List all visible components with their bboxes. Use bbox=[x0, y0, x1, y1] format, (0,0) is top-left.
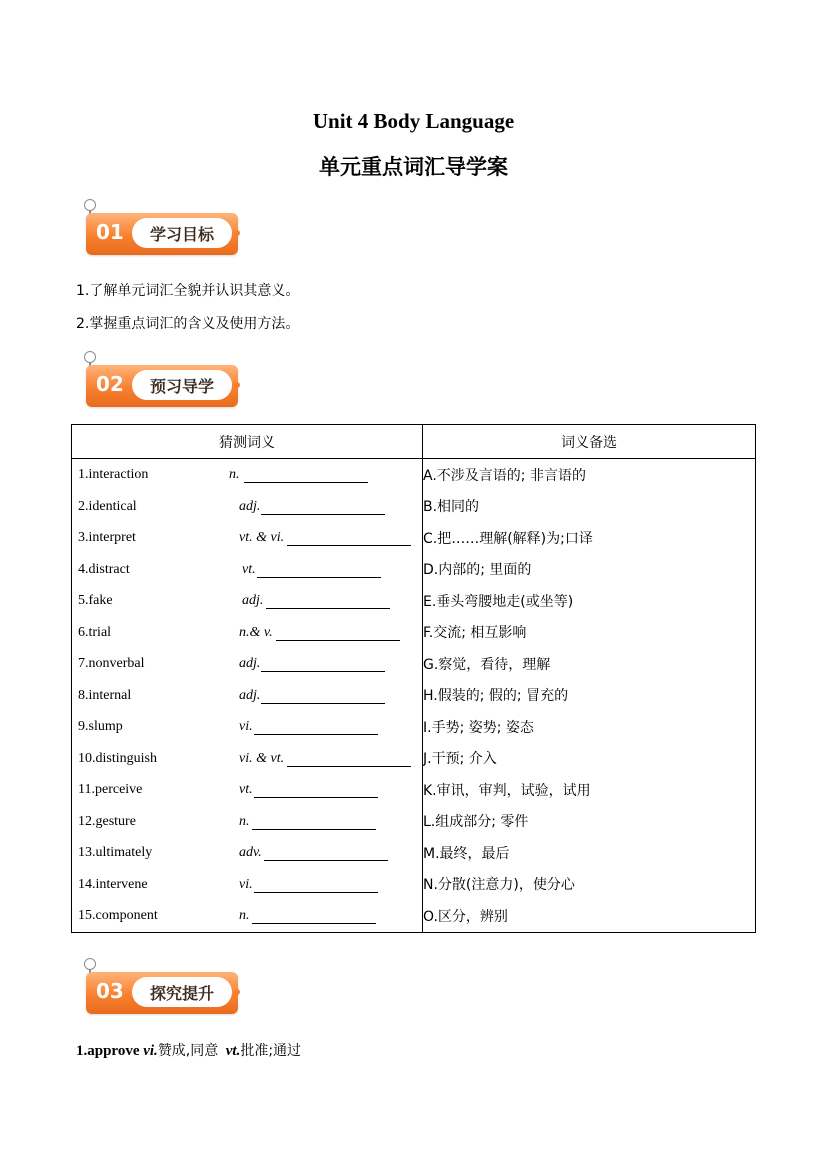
vocab-word: 12.gesture bbox=[78, 813, 136, 829]
vocab-word: 6.trial bbox=[78, 624, 112, 640]
column-header-options: 词义备选 bbox=[423, 425, 756, 459]
meaning-option: L.组成部分; 零件 bbox=[423, 806, 756, 838]
section-badge-explore bbox=[84, 958, 244, 1020]
part-of-speech: vi. & vt. bbox=[239, 750, 285, 766]
vocab-word: 3.interpret bbox=[78, 530, 136, 545]
meaning-option: F.交流; 相互影响 bbox=[423, 617, 756, 649]
goal-item: 2.掌握重点词汇的含义及使用方法。 bbox=[76, 316, 300, 332]
column-header-guess: 猜测词义 bbox=[72, 425, 423, 459]
table-row bbox=[72, 585, 756, 617]
answer-blank[interactable] bbox=[261, 703, 385, 704]
part-of-speech: n. bbox=[239, 908, 250, 923]
part-of-speech: adj. bbox=[239, 687, 261, 703]
meaning-option: G.察觉，看待，理解 bbox=[423, 648, 756, 680]
section-number: 03 bbox=[96, 979, 124, 1003]
answer-blank[interactable] bbox=[276, 640, 400, 641]
page-title: Unit 4 Body Language bbox=[312, 109, 515, 133]
vocab-word: 4.distract bbox=[78, 561, 130, 577]
point-meaning: 赞成,同意 bbox=[157, 1043, 219, 1059]
table-row bbox=[72, 806, 756, 838]
part-of-speech: adj. bbox=[242, 593, 264, 608]
answer-blank[interactable] bbox=[252, 923, 376, 924]
table-row bbox=[72, 459, 756, 491]
vocab-word: 5.fake bbox=[78, 593, 113, 608]
vocab-word: 8.internal bbox=[78, 687, 132, 703]
table-row bbox=[72, 554, 756, 586]
part-of-speech: vt. bbox=[239, 782, 253, 797]
answer-blank[interactable] bbox=[244, 482, 368, 483]
part-of-speech: adj. bbox=[239, 498, 261, 514]
section-label: 探究提升 bbox=[149, 984, 214, 1003]
point-headword: 1.approve bbox=[76, 1043, 140, 1059]
table-row bbox=[72, 617, 756, 649]
meaning-option: M.最终，最后 bbox=[423, 837, 756, 869]
meaning-option: K.审讯，审判，试验，试用 bbox=[423, 774, 756, 806]
goal-item: 1.了解单元词汇全貌并认识其意义。 bbox=[76, 283, 300, 299]
vocab-word: 15.component bbox=[78, 908, 158, 923]
answer-blank[interactable] bbox=[252, 829, 376, 830]
vocab-word: 9.slump bbox=[78, 719, 123, 734]
vocab-word: 7.nonverbal bbox=[78, 656, 145, 671]
section-number: 01 bbox=[96, 220, 124, 244]
table-row bbox=[72, 837, 756, 869]
meaning-option: A.不涉及言语的; 非言语的 bbox=[423, 459, 756, 491]
section-number: 02 bbox=[96, 372, 124, 396]
section-badge-goals bbox=[84, 199, 244, 261]
answer-blank[interactable] bbox=[287, 766, 411, 767]
meaning-option: D.内部的; 里面的 bbox=[423, 554, 756, 586]
meaning-option: I.手势; 姿势; 姿态 bbox=[423, 711, 756, 743]
part-of-speech: n. bbox=[229, 467, 240, 482]
table-row bbox=[72, 869, 756, 901]
table-row bbox=[72, 522, 756, 554]
meaning-option: E.垂头弯腰地走(或坐等) bbox=[423, 585, 756, 617]
section-label: 预习导学 bbox=[149, 377, 214, 396]
meaning-option: C.把……理解(解释)为;口译 bbox=[423, 522, 756, 554]
table-row bbox=[72, 680, 756, 712]
vocab-word: 2.identical bbox=[78, 498, 137, 514]
part-of-speech: vt. bbox=[242, 561, 256, 577]
meaning-option: O.区分，辨别 bbox=[423, 900, 756, 932]
part-of-speech: adj. bbox=[239, 656, 261, 671]
answer-blank[interactable] bbox=[287, 545, 411, 546]
point-pos: vt. bbox=[225, 1043, 241, 1059]
meaning-option: B.相同的 bbox=[423, 491, 756, 523]
meaning-option: H.假装的; 假的; 冒充的 bbox=[423, 680, 756, 712]
meaning-option: J.干预; 介入 bbox=[423, 743, 756, 775]
section-badge-preview bbox=[84, 351, 244, 413]
table-row bbox=[72, 774, 756, 806]
answer-blank[interactable] bbox=[254, 892, 378, 893]
answer-blank[interactable] bbox=[264, 860, 388, 861]
vocab-table bbox=[71, 424, 756, 933]
table-row bbox=[72, 711, 756, 743]
answer-blank[interactable] bbox=[261, 671, 385, 672]
answer-blank[interactable] bbox=[254, 734, 378, 735]
vocab-word: 13.ultimately bbox=[78, 845, 153, 860]
part-of-speech: adv. bbox=[239, 845, 262, 860]
vocab-word: 10.distinguish bbox=[78, 750, 157, 766]
point-meaning: 批准;通过 bbox=[240, 1043, 302, 1059]
answer-blank[interactable] bbox=[266, 608, 390, 609]
table-row bbox=[72, 743, 756, 775]
section-label: 学习目标 bbox=[149, 225, 214, 244]
answer-blank[interactable] bbox=[254, 797, 378, 798]
table-row bbox=[72, 491, 756, 523]
part-of-speech: vt. & vi. bbox=[239, 530, 285, 545]
point-pos: vi. bbox=[143, 1043, 158, 1059]
page-subtitle: 单元重点词汇导学案 bbox=[319, 155, 508, 179]
part-of-speech: n.& v. bbox=[239, 624, 273, 640]
meaning-option: N.分散(注意力)，使分心 bbox=[423, 869, 756, 901]
vocab-word: 1.interaction bbox=[78, 467, 149, 482]
part-of-speech: vi. bbox=[239, 876, 253, 892]
part-of-speech: vi. bbox=[239, 719, 253, 734]
table-row bbox=[72, 648, 756, 680]
vocab-point bbox=[76, 1040, 301, 1060]
vocab-word: 14.intervene bbox=[78, 876, 148, 892]
vocab-word: 11.perceive bbox=[78, 782, 143, 797]
answer-blank[interactable] bbox=[257, 577, 381, 578]
part-of-speech: n. bbox=[239, 813, 250, 829]
answer-blank[interactable] bbox=[261, 514, 385, 515]
table-row bbox=[72, 900, 756, 932]
